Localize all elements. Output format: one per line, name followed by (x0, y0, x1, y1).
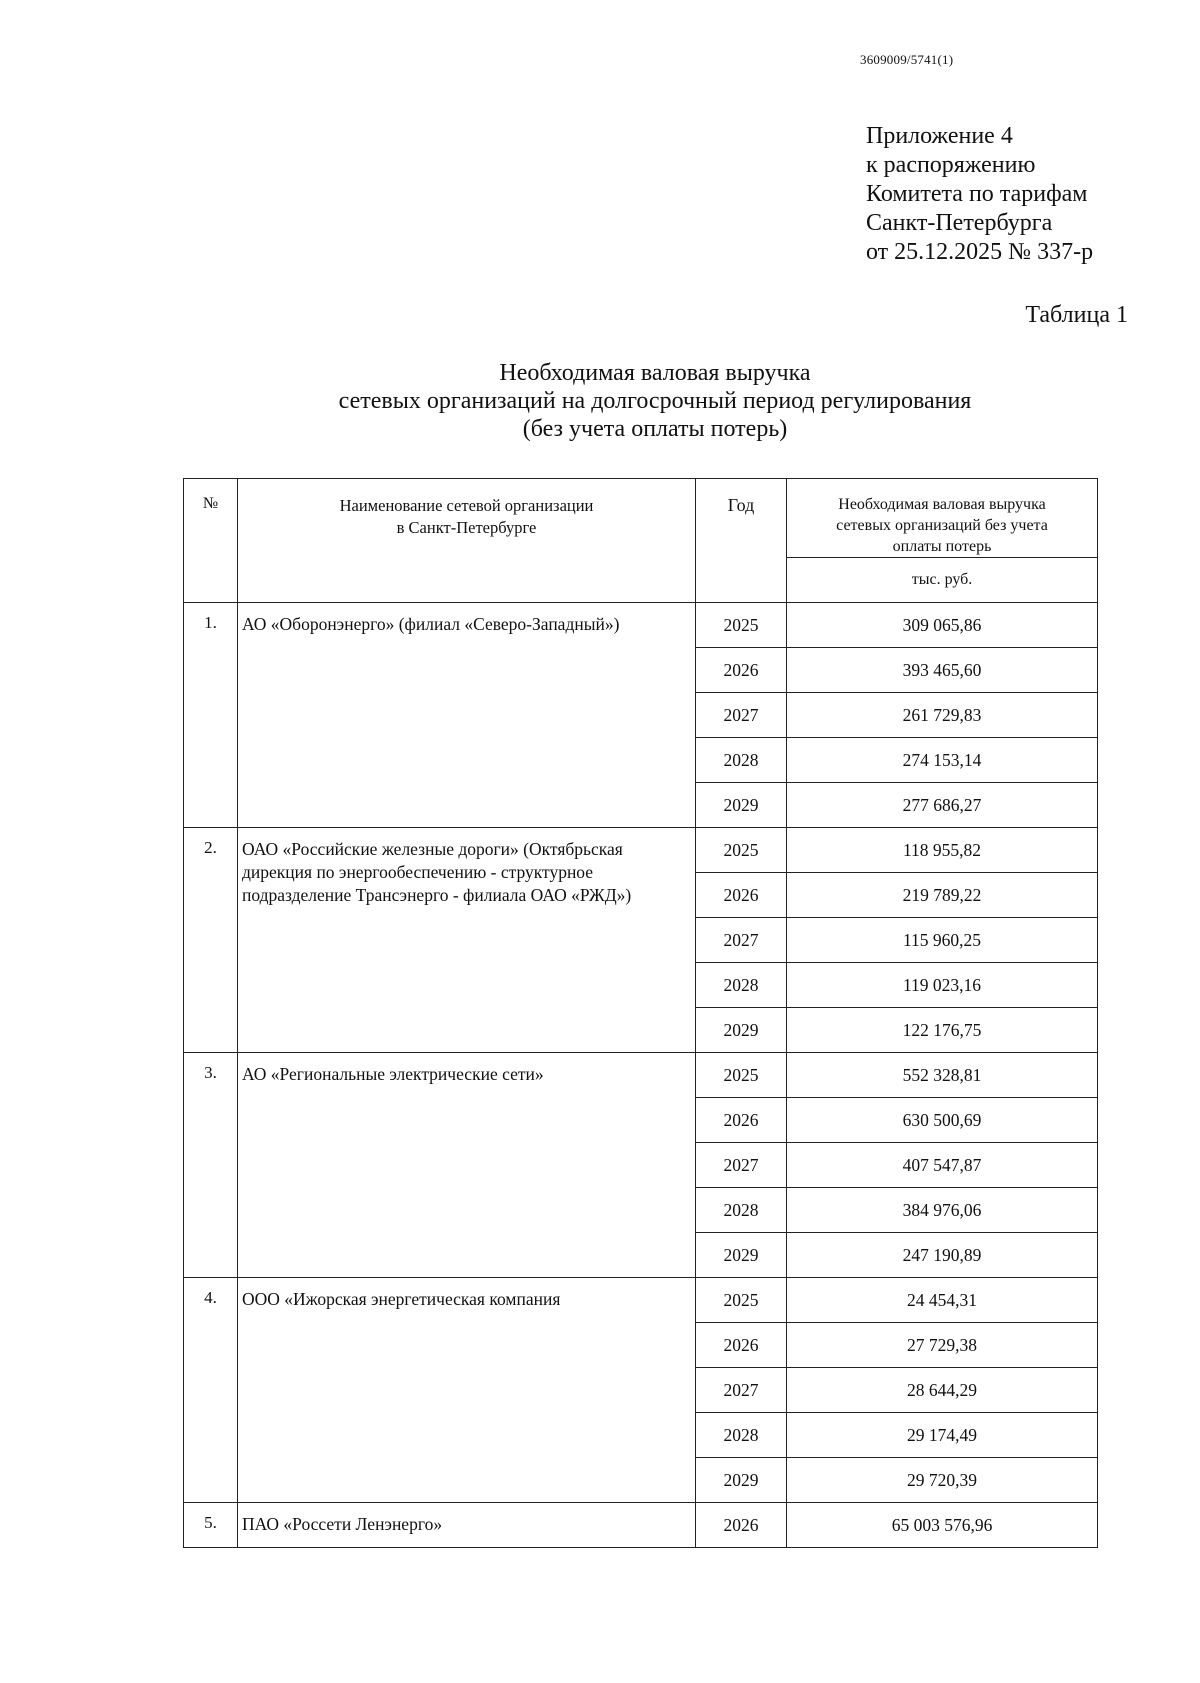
table-label: Таблица 1 (1025, 302, 1128, 328)
revenue-cell: 119 023,16 (787, 963, 1098, 1008)
revenue-cell: 65 003 576,96 (787, 1503, 1098, 1548)
revenue-cell: 407 547,87 (787, 1143, 1098, 1188)
header-org-name-line-1: Наименование сетевой организации (339, 496, 594, 515)
title-line-1: Необходимая валовая выручка (499, 360, 811, 386)
year-cell: 2027 (696, 1143, 787, 1188)
header-org-name-line-2: в Санкт-Петербурге (396, 518, 537, 537)
year-cell: 2025 (696, 1053, 787, 1098)
year-cell: 2028 (696, 1413, 787, 1458)
year-cell: 2026 (696, 1503, 787, 1548)
header-revenue-line-3: оплаты потерь (892, 538, 992, 555)
year-cell: 2026 (696, 873, 787, 918)
table-row (184, 1053, 1098, 1098)
year-cell: 2026 (696, 1323, 787, 1368)
year-cell: 2025 (696, 828, 787, 873)
appendix-line-5: от 25.12.2025 № 337-р (866, 239, 1094, 265)
org-name: АО «Региональные электрические сети» (238, 1053, 696, 1278)
revenue-cell: 118 955,82 (787, 828, 1098, 873)
org-number: 1. (184, 603, 238, 828)
header-revenue-line-1: Необходимая валовая выручка (838, 496, 1046, 513)
year-cell: 2029 (696, 1233, 787, 1278)
title-line-3: (без учета оплаты потерь) (522, 416, 788, 442)
header-year: Год (696, 479, 787, 603)
appendix-line-3: Комитета по тарифам (866, 181, 1088, 207)
table-row (184, 1278, 1098, 1323)
revenue-cell: 630 500,69 (787, 1098, 1098, 1143)
org-number: 5. (184, 1503, 238, 1548)
revenue-cell: 277 686,27 (787, 783, 1098, 828)
document-id: 3609009/5741(1) (860, 52, 954, 67)
revenue-cell: 219 789,22 (787, 873, 1098, 918)
revenue-cell: 24 454,31 (787, 1278, 1098, 1323)
year-cell: 2029 (696, 1008, 787, 1053)
appendix-block (866, 122, 1093, 267)
table-row (184, 603, 1098, 648)
year-cell: 2028 (696, 1188, 787, 1233)
document-title (0, 359, 1200, 443)
table-row (184, 828, 1098, 873)
header-org-name (238, 479, 696, 603)
year-cell: 2027 (696, 693, 787, 738)
revenue-table (183, 478, 1098, 1548)
org-name: АО «Оборонэнерго» (филиал «Северо-Западный») (238, 603, 696, 828)
year-cell: 2025 (696, 603, 787, 648)
year-cell: 2025 (696, 1278, 787, 1323)
org-number: 3. (184, 1053, 238, 1278)
org-name: ПАО «Россети Ленэнерго» (238, 1503, 696, 1548)
appendix-line-4: Санкт-Петербурга (866, 210, 1053, 236)
revenue-cell: 261 729,83 (787, 693, 1098, 738)
year-cell: 2029 (696, 783, 787, 828)
title-line-2: сетевых организаций на долгосрочный период регулирования (338, 388, 972, 414)
revenue-cell: 247 190,89 (787, 1233, 1098, 1278)
header-revenue-line-2: сетевых организаций без учета (836, 517, 1048, 534)
year-cell: 2029 (696, 1458, 787, 1503)
year-cell: 2028 (696, 738, 787, 783)
revenue-cell: 309 065,86 (787, 603, 1098, 648)
header-revenue (787, 479, 1098, 558)
table-header-row (184, 479, 1098, 558)
org-name: ОАО «Российские железные дороги» (Октябрьская дирекция по энергообеспечению - структурное подразделение Трансэнерго - филиала ОАО «РЖД») (238, 828, 696, 1053)
revenue-cell: 552 328,81 (787, 1053, 1098, 1098)
revenue-cell: 28 644,29 (787, 1368, 1098, 1413)
revenue-cell: 274 153,14 (787, 738, 1098, 783)
org-number: 4. (184, 1278, 238, 1503)
year-cell: 2026 (696, 1098, 787, 1143)
appendix-line-2: к распоряжению (866, 152, 1036, 178)
revenue-cell: 384 976,06 (787, 1188, 1098, 1233)
revenue-cell: 29 720,39 (787, 1458, 1098, 1503)
revenue-cell: 122 176,75 (787, 1008, 1098, 1053)
org-name: ООО «Ижорская энергетическая компания (238, 1278, 696, 1503)
appendix-line-1: Приложение 4 (866, 123, 1013, 149)
revenue-cell: 27 729,38 (787, 1323, 1098, 1368)
header-unit: тыс. руб. (787, 558, 1098, 603)
header-num: № (184, 479, 238, 603)
revenue-cell: 29 174,49 (787, 1413, 1098, 1458)
year-cell: 2027 (696, 918, 787, 963)
revenue-cell: 115 960,25 (787, 918, 1098, 963)
revenue-cell: 393 465,60 (787, 648, 1098, 693)
year-cell: 2027 (696, 1368, 787, 1413)
year-cell: 2026 (696, 648, 787, 693)
table-row (184, 1503, 1098, 1548)
year-cell: 2028 (696, 963, 787, 1008)
org-number: 2. (184, 828, 238, 1053)
